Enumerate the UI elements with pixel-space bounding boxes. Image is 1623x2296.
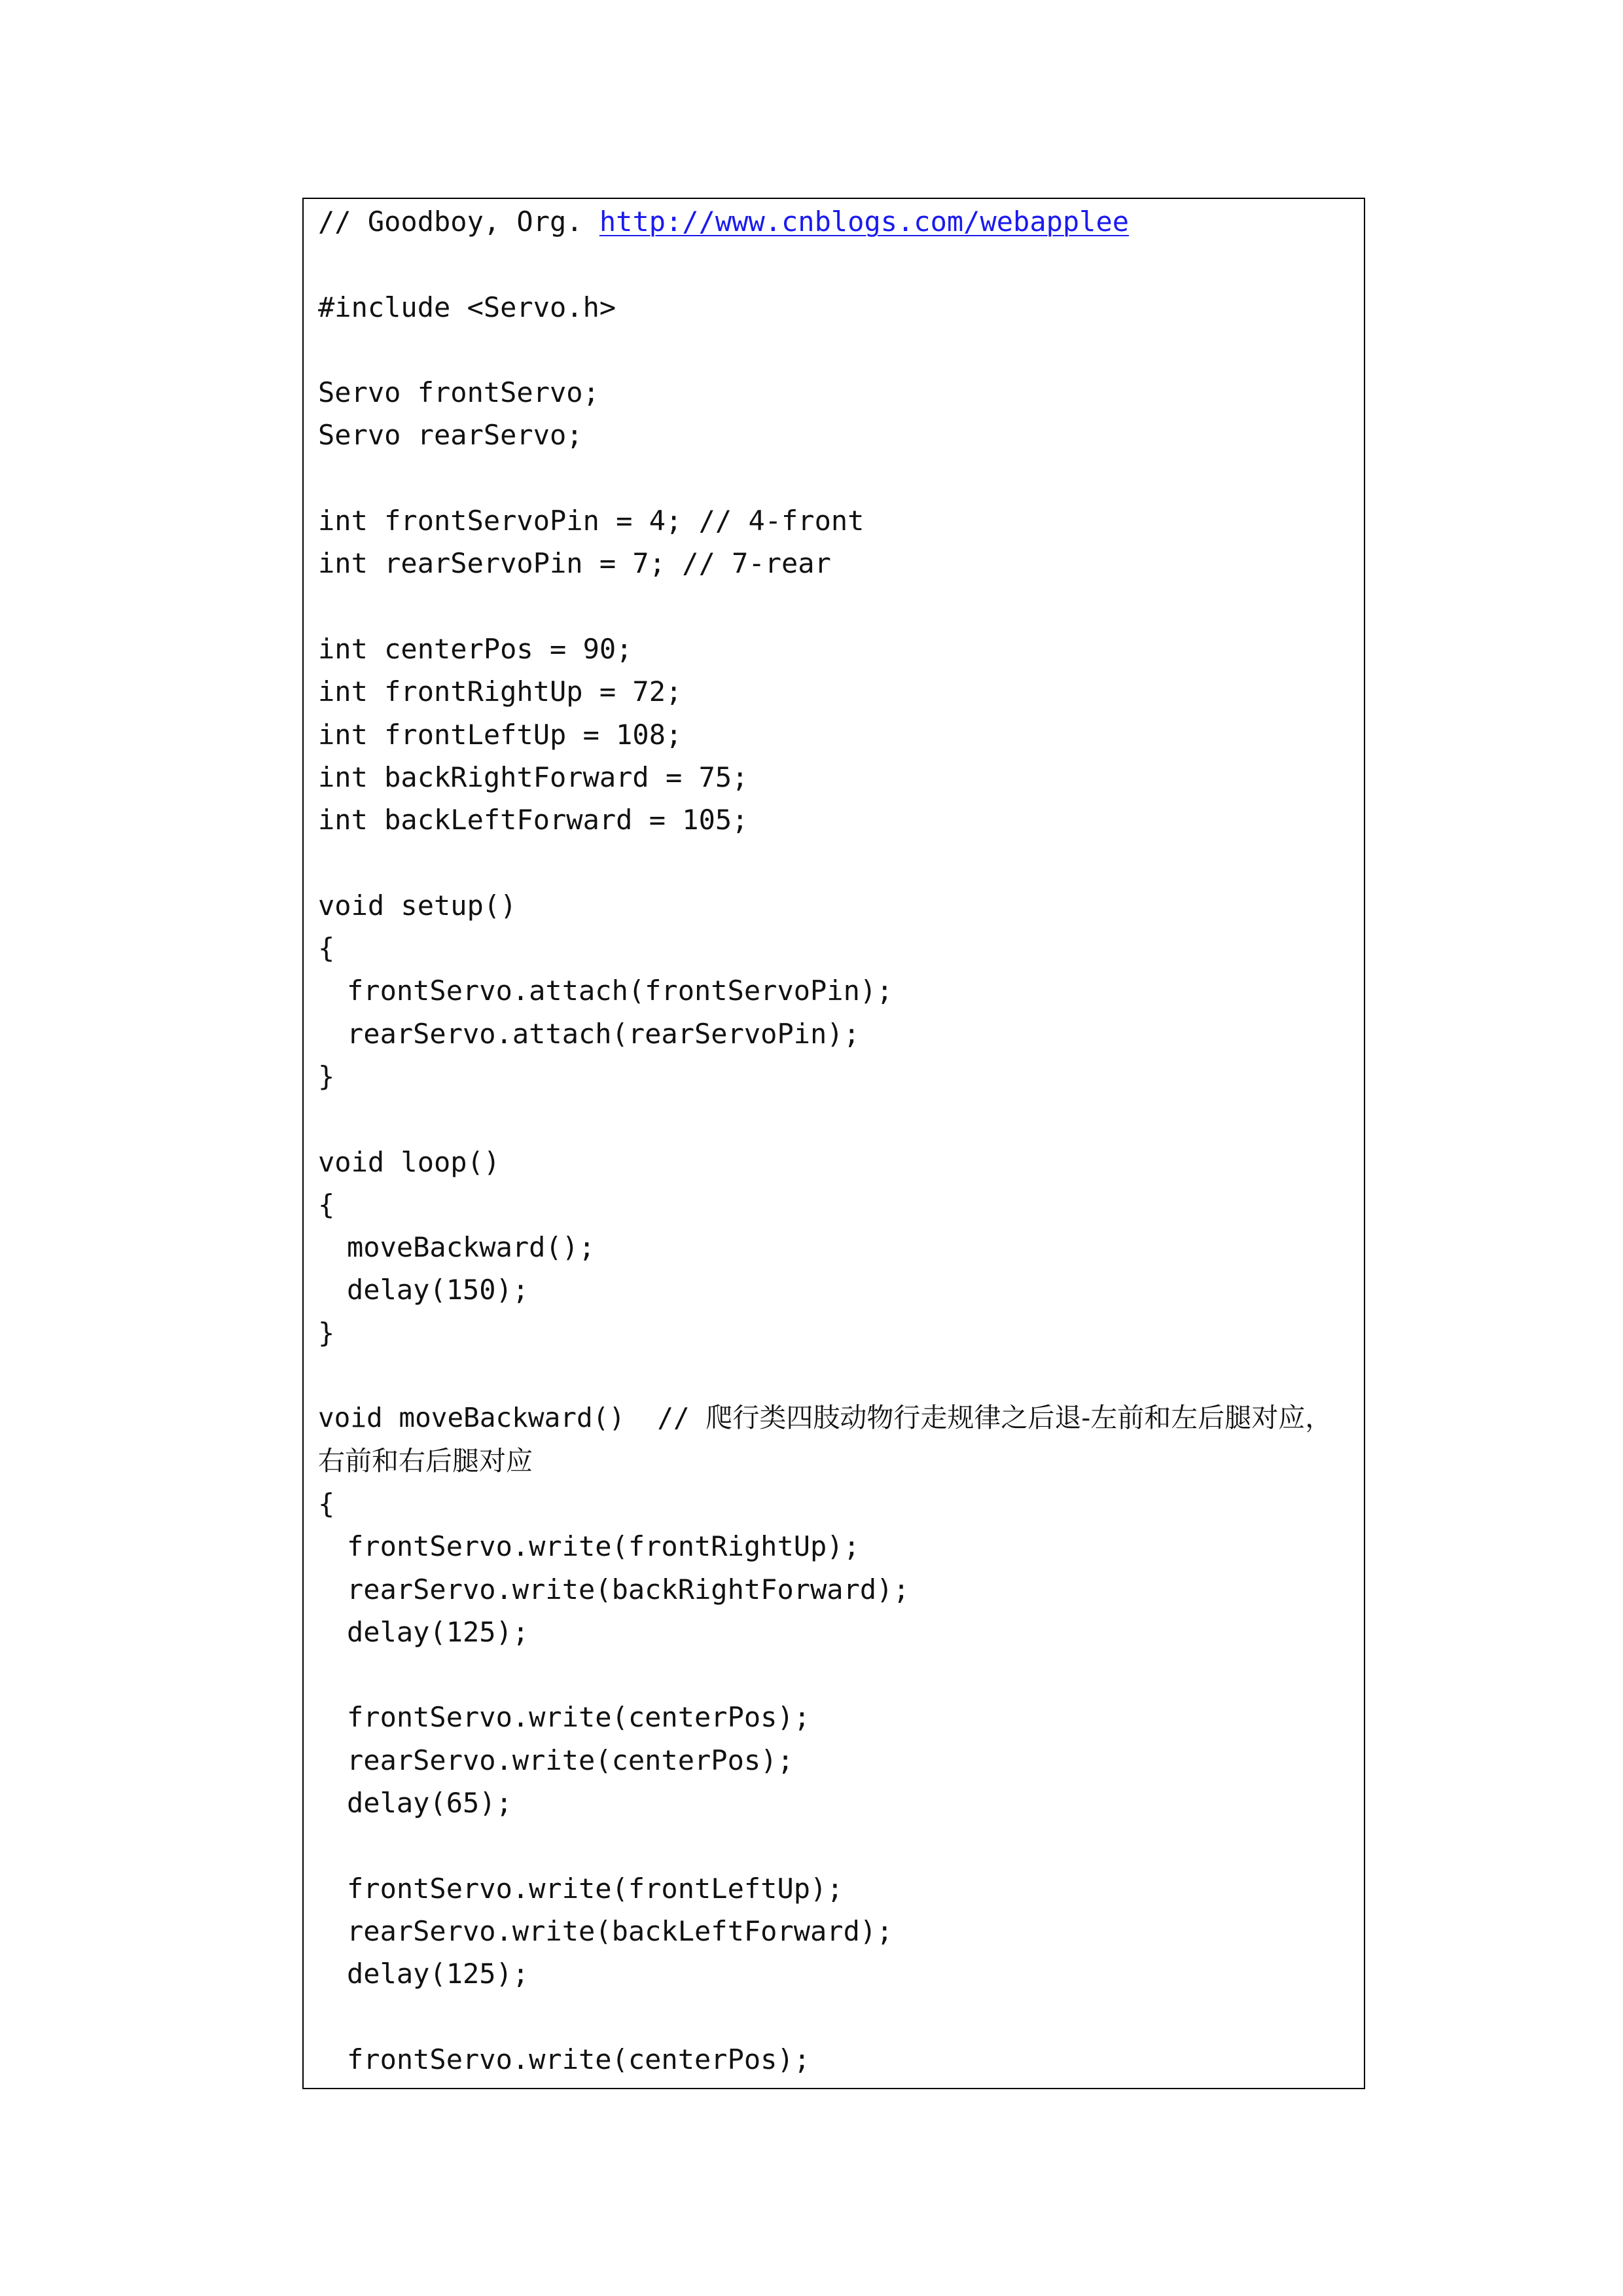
chinese-comment-continued: 右前和右后腿对应 [318, 1444, 533, 1477]
code-line: int rearServoPin = 7; // 7-rear [318, 547, 831, 580]
blank-line [318, 1653, 1359, 1696]
code-line: void loop() [318, 1145, 501, 1178]
blank-line [318, 1098, 1359, 1140]
blank-line [318, 1824, 1359, 1867]
code-line-with-comment [318, 1397, 1359, 1439]
chinese-comment: 爬行类四肢动物行走规律之后退-左前和左后腿对应， [705, 1402, 1332, 1434]
blank-line [318, 841, 1359, 884]
code-line: { [318, 932, 335, 965]
comment-continuation [318, 1440, 1359, 1482]
blank-line [318, 329, 1359, 371]
code-line: moveBackward(); [347, 1231, 596, 1264]
code-line: int backLeftForward = 105; [318, 804, 749, 836]
code-line: rearServo.write(centerPos); [347, 1744, 794, 1776]
code-line: int frontLeftUp = 108; [318, 718, 683, 751]
code-line: int centerPos = 90; [318, 632, 633, 665]
code-lines [318, 200, 1359, 2081]
code-line: int frontRightUp = 72; [318, 675, 683, 708]
code-line: Servo rearServo; [318, 419, 583, 452]
code-line: #include <Servo.h> [318, 291, 616, 323]
code-line: void setup() [318, 889, 517, 922]
code-line: frontServo.write(centerPos); [347, 2043, 811, 2075]
code-listing-box [302, 198, 1365, 2089]
code-line: rearServo.attach(rearServoPin); [347, 1017, 860, 1050]
header-comment: // Goodboy, Org. [318, 206, 599, 238]
code-line: } [318, 1316, 335, 1349]
code-line: delay(125); [347, 1958, 529, 1990]
code-line: delay(65); [347, 1786, 512, 1819]
code-line: { [318, 1487, 335, 1520]
code-line: delay(150); [347, 1274, 529, 1306]
blog-link[interactable]: http://www.cnblogs.com/webapplee [599, 206, 1130, 238]
code-line: { [318, 1188, 335, 1221]
code-line-header [318, 200, 1359, 243]
code-line: rearServo.write(backLeftForward); [347, 1914, 893, 1947]
blank-line [318, 457, 1359, 499]
code-line: frontServo.write(centerPos); [347, 1701, 811, 1734]
code-line: delay(125); [347, 1615, 529, 1648]
blank-line [318, 243, 1359, 285]
code-line: frontServo.write(frontLeftUp); [347, 1872, 844, 1905]
code-line: rearServo.write(backRightForward); [347, 1573, 910, 1605]
code-line: int frontServoPin = 4; // 4-front [318, 505, 865, 537]
blank-line [318, 1354, 1359, 1397]
code-line: } [318, 1060, 335, 1092]
code-line: int backRightForward = 75; [318, 761, 749, 793]
code-line: Servo frontServo; [318, 376, 599, 409]
code-line: frontServo.attach(frontServoPin); [347, 975, 893, 1007]
function-signature: void moveBackward() // [318, 1402, 706, 1434]
blank-line [318, 1995, 1359, 2037]
blank-line [318, 585, 1359, 628]
code-line: frontServo.write(frontRightUp); [347, 1530, 860, 1563]
